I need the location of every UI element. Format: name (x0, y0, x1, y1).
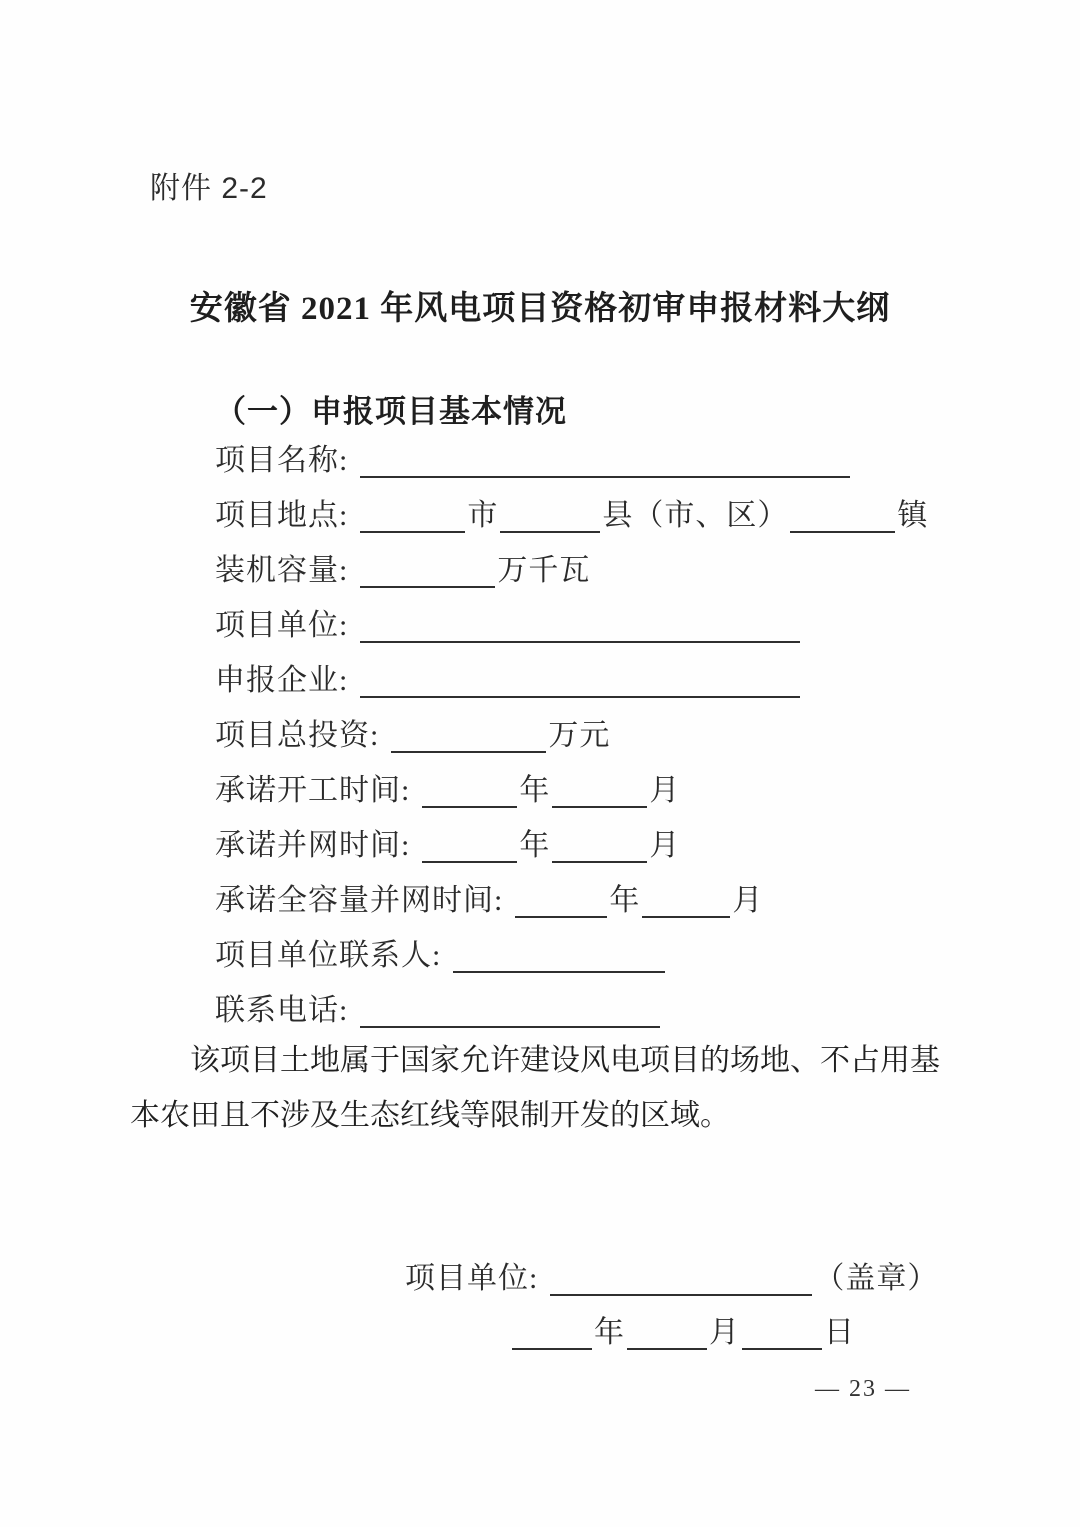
form-row-project-name (215, 433, 975, 488)
signature-date-blank (512, 1348, 592, 1350)
promised-full-capacity-grid-time-blank (642, 916, 730, 918)
promised-grid-connection-time-blank (552, 861, 647, 863)
signature-date-blank (742, 1348, 822, 1350)
signature-unit-row (405, 1252, 938, 1306)
form-row-total-investment (215, 708, 975, 763)
project-location-label: 项目地点: (215, 499, 349, 532)
installed-capacity-suffix: 万千瓦 (497, 554, 591, 587)
project-location-blank (500, 531, 600, 533)
promised-grid-connection-time-suffix: 月 (649, 829, 681, 862)
form-row-promised-grid-connection-time (215, 818, 975, 873)
promised-construction-start-time-suffix: 年 (519, 774, 551, 807)
project-location-suffix: 市 (467, 499, 499, 532)
unit-contact-person-blank (453, 971, 665, 973)
signature-block (405, 1252, 938, 1360)
section-heading: （一）申报项目基本情况 (215, 394, 567, 429)
form-row-project-location (215, 488, 975, 543)
form-row-contact-phone (215, 983, 975, 1038)
applying-enterprise-blank (360, 696, 800, 698)
signature-unit-label: 项目单位: (405, 1262, 539, 1295)
total-investment-suffix: 万元 (548, 719, 611, 752)
signature-unit-blank (550, 1294, 812, 1296)
document-title: 安徽省 2021 年风电项目资格初审申报材料大纲 (189, 291, 891, 327)
project-location-suffix: 县（市、区） (602, 499, 789, 532)
promised-full-capacity-grid-time-suffix: 年 (609, 884, 641, 917)
attachment-label: 附件 2-2 (150, 172, 268, 205)
project-unit-label: 项目单位: (215, 609, 349, 642)
signature-date-suffix: 月 (709, 1316, 740, 1349)
form-row-installed-capacity (215, 543, 975, 598)
installed-capacity-blank (360, 586, 495, 588)
project-location-blank (360, 531, 465, 533)
promised-construction-start-time-blank (552, 806, 647, 808)
total-investment-label: 项目总投资: (215, 719, 380, 752)
project-name-label: 项目名称: (215, 444, 349, 477)
promised-full-capacity-grid-time-label: 承诺全容量并网时间: (215, 884, 504, 917)
promised-construction-start-time-blank (422, 806, 517, 808)
signature-date-row (510, 1306, 938, 1360)
form-row-unit-contact-person (215, 928, 975, 983)
contact-phone-blank (360, 1026, 660, 1028)
promised-full-capacity-grid-time-suffix: 月 (732, 884, 764, 917)
installed-capacity-label: 装机容量: (215, 554, 349, 587)
promised-grid-connection-time-label: 承诺并网时间: (215, 829, 411, 862)
form-section (215, 433, 975, 1038)
total-investment-blank (391, 751, 546, 753)
promised-grid-connection-time-suffix: 年 (519, 829, 551, 862)
form-row-applying-enterprise (215, 653, 975, 708)
contact-phone-label: 联系电话: (215, 994, 349, 1027)
promised-construction-start-time-suffix: 月 (649, 774, 681, 807)
promised-full-capacity-grid-time-blank (515, 916, 607, 918)
project-name-blank (360, 476, 850, 478)
applying-enterprise-label: 申报企业: (215, 664, 349, 697)
signature-unit-suffix: （盖章） (814, 1262, 939, 1295)
promised-grid-connection-time-blank (422, 861, 517, 863)
promised-construction-start-time-label: 承诺开工时间: (215, 774, 411, 807)
form-row-project-unit (215, 598, 975, 653)
unit-contact-person-label: 项目单位联系人: (215, 939, 442, 972)
signature-date-suffix: 日 (824, 1316, 855, 1349)
project-unit-blank (360, 641, 800, 643)
declaration-paragraph: 该项目土地属于国家允许建设风电项目的场地、不占用基本农田且不涉及生态红线等限制开发的区域。 (130, 1044, 940, 1132)
form-row-promised-full-capacity-grid-time (215, 873, 975, 928)
signature-date-suffix: 年 (594, 1316, 625, 1349)
form-row-promised-construction-start-time (215, 763, 975, 818)
project-location-blank (790, 531, 895, 533)
page-number: — 23 — (815, 1376, 911, 1402)
signature-date-blank (627, 1348, 707, 1350)
project-location-suffix: 镇 (897, 499, 929, 532)
